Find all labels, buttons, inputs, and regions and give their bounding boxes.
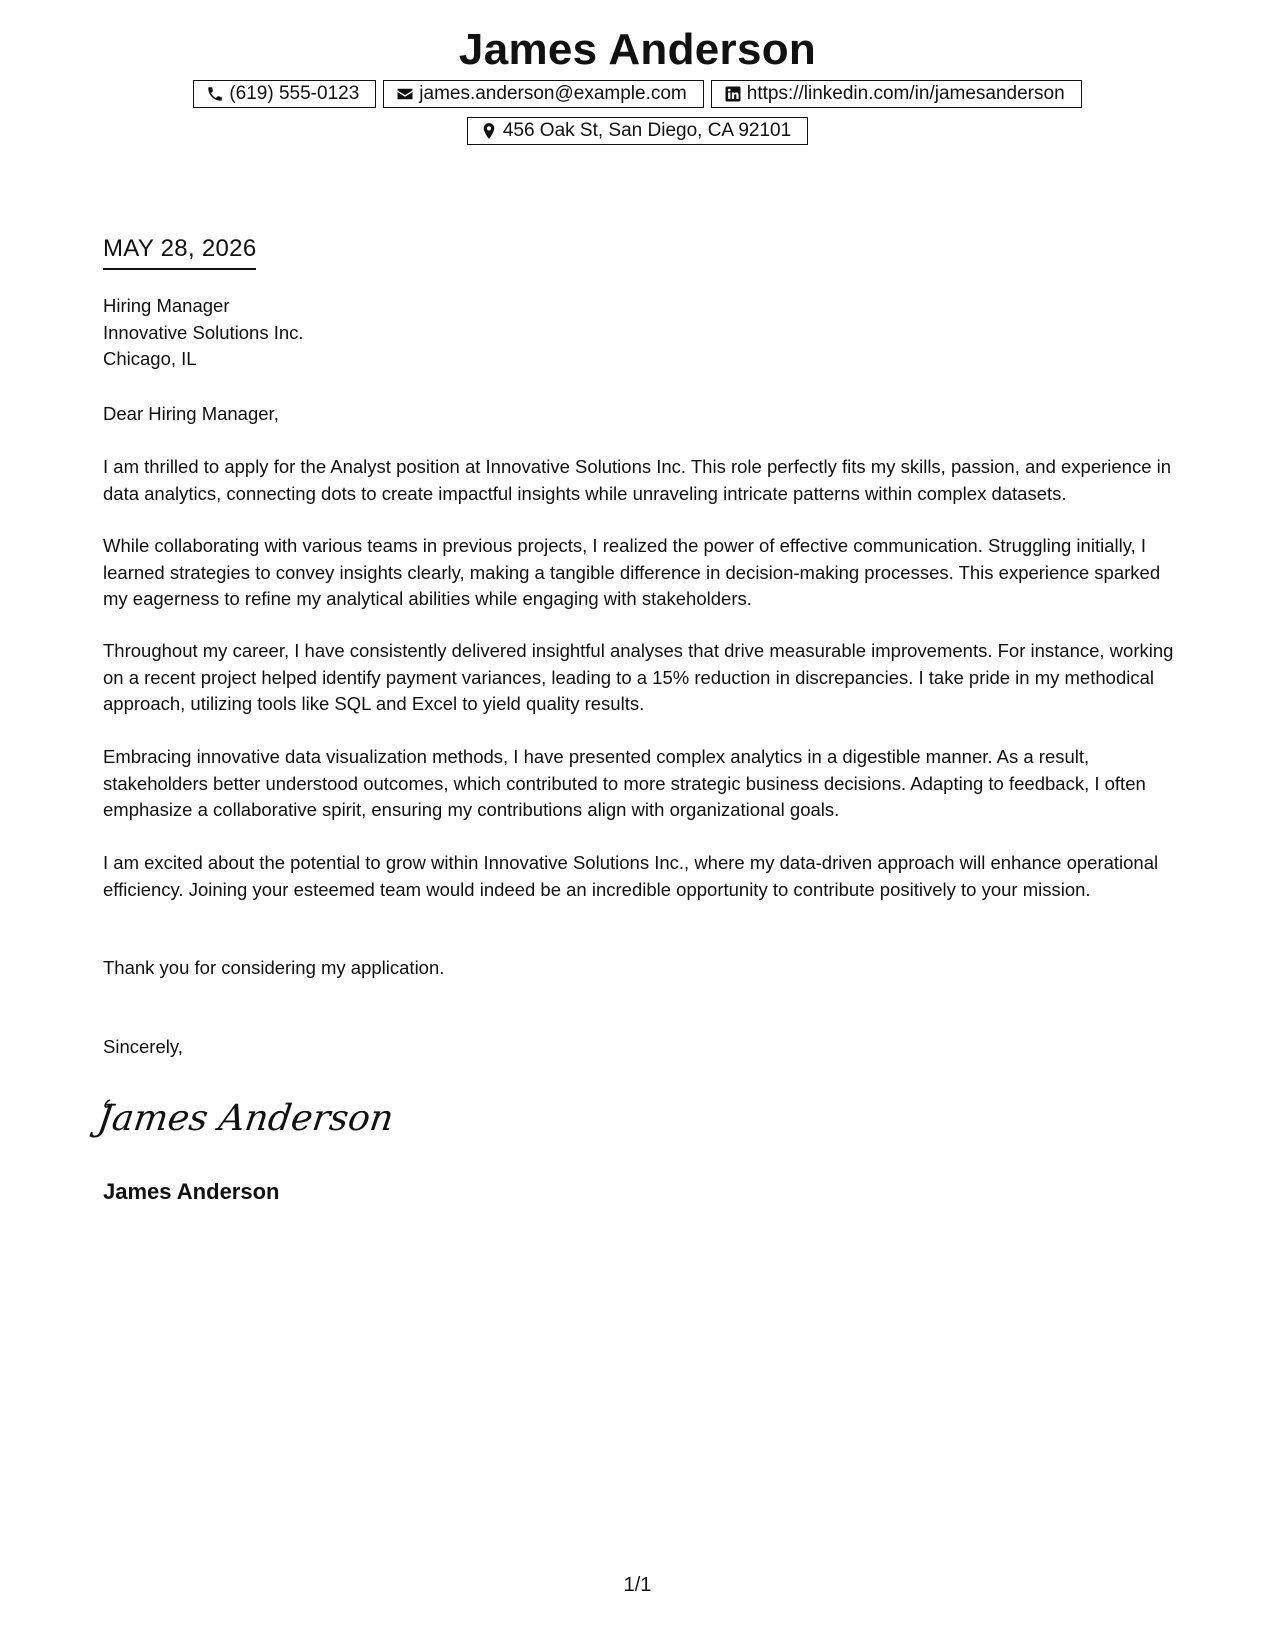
applicant-name: James Anderson (458, 25, 817, 74)
letter-date: MAY 28, 2026 (103, 234, 256, 270)
linkedin-text: https://linkedin.com/in/jamesanderson (746, 83, 1065, 104)
recipient-company: Innovative Solutions Inc. (103, 321, 304, 343)
recipient-title: Hiring Manager (103, 295, 230, 316)
recipient-block (103, 293, 1183, 373)
recipient-location: Chicago, IL (103, 348, 197, 369)
salutation: Dear Hiring Manager, (103, 403, 279, 424)
svg-text:James Anderson: James Anderson (95, 1096, 397, 1139)
signed-name: James Anderson (103, 1179, 280, 1204)
paragraph-3: Throughout my career, I have consistently delivered insightful analyses that drive measurable improvements. For instance, working on a recent project helped identify payment variances, leading to a 15% reduction in discrepancies. I take pride in my methodical approach, utilizing tools like SQL and Excel to yield quality results. (103, 640, 1174, 714)
phone-chip[interactable] (193, 80, 376, 108)
page-indicator: 1/1 (623, 1574, 652, 1596)
paragraph-2: While collaborating with various teams in previous projects, I realized the power of effective communication. Struggling initially, I learned strategies to convey insights clearly, making a tangible difference in decision-making processes. This experience sparked my eagerness to refine my analytical abilities while engaging with stakeholders. (103, 535, 1161, 609)
address-row (0, 117, 1275, 145)
map-marker-icon (480, 122, 498, 140)
email-chip[interactable] (383, 80, 703, 108)
contact-row (0, 80, 1275, 108)
handwritten-signature (95, 1090, 397, 1140)
phone-icon (206, 85, 224, 103)
linkedin-icon (724, 85, 742, 103)
email-text: james.anderson@example.com (419, 83, 687, 104)
linkedin-chip[interactable] (711, 80, 1082, 108)
thanks-line: Thank you for considering my application. (103, 957, 445, 978)
paragraph-5: I am excited about the potential to grow within Innovative Solutions Inc., where my data-driven approach will enhance operational efficiency. Joining your esteemed team would indeed be an incredible opportunity to contribute positively to your mission. (103, 852, 1159, 900)
paragraph-1: I am thrilled to apply for the Analyst position at Innovative Solutions Inc. This role perfectly fits my skills, passion, and experience in data analytics, connecting dots to create impactful insights while unraveling intricate patterns within complex datasets. (103, 456, 1172, 504)
closing: Sincerely, (103, 1036, 183, 1057)
phone-text: (619) 555-0123 (229, 83, 360, 104)
address-chip (467, 117, 808, 145)
address-text: 456 Oak St, San Diego, CA 92101 (502, 120, 792, 141)
paragraph-4: Embracing innovative data visualization methods, I have presented complex analytics in a digestible manner. As a result, stakeholders better understood outcomes, which contributed to more strategic business decisions. Adapting to feedback, I often emphasize a collaborative spirit, ensuring my contributions align with organizational goals. (103, 746, 1146, 820)
envelope-icon (396, 85, 414, 103)
